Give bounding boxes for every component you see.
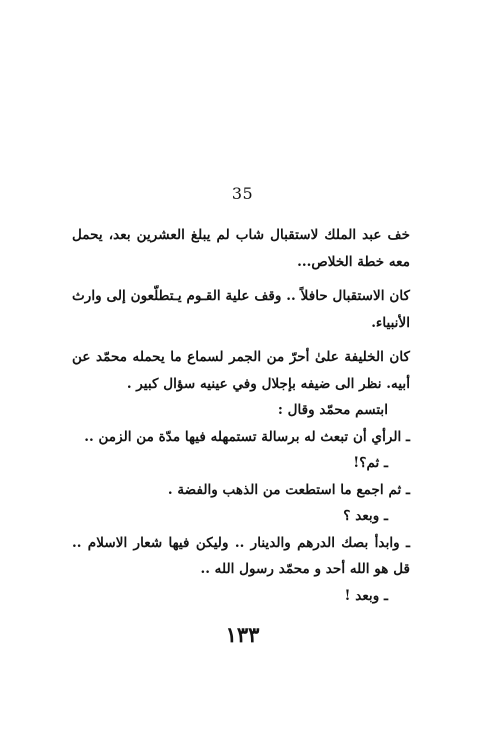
page-body: [72, 222, 410, 609]
dialogue-line-2: ـ ثم؟!: [353, 455, 388, 471]
dialogue-line-6: ـ وبعد !: [344, 587, 388, 604]
paragraph-2: كان الاستقبال حافلاً .. وقف علية القـوم يـتطلّعون إلى وارث الأنبياء.: [72, 288, 410, 331]
dialogue-line-1: ـ الرأي أن تبعث له برسالة تستمهله فيها مدّة من الزمن ..: [84, 428, 410, 445]
paragraph-3: كان الخليفة علىٰ أحرّ من الجمر لسماع ما يحمله محمّد عن أبيه. نظر الى ضيفه بإجلال وفي عينيه سؤال كبير .: [72, 349, 410, 392]
page-footer-number: ١٣٣: [225, 622, 260, 647]
paragraph-1: خف عبد الملك لاستقبال شاب لم يبلغ العشرين بعد، يحمل معه خطة الخلاص...: [72, 227, 410, 270]
page-header-number: 35: [231, 184, 254, 203]
dialogue-intro: ابتسم محمّد وقال :: [277, 402, 388, 418]
dialogue-line-4: ـ وبعد ؟: [343, 508, 388, 524]
dialogue-line-5: ـ وابدأ بصك الدرهم والدينار .. وليكن فيها شعار الاسلام .. قل هو الله أحد و محمّد رسول الله ..: [72, 534, 410, 577]
dialogue-line-3: ـ ثم اجمع ما استطعت من الذهب والفضة .: [167, 481, 410, 498]
